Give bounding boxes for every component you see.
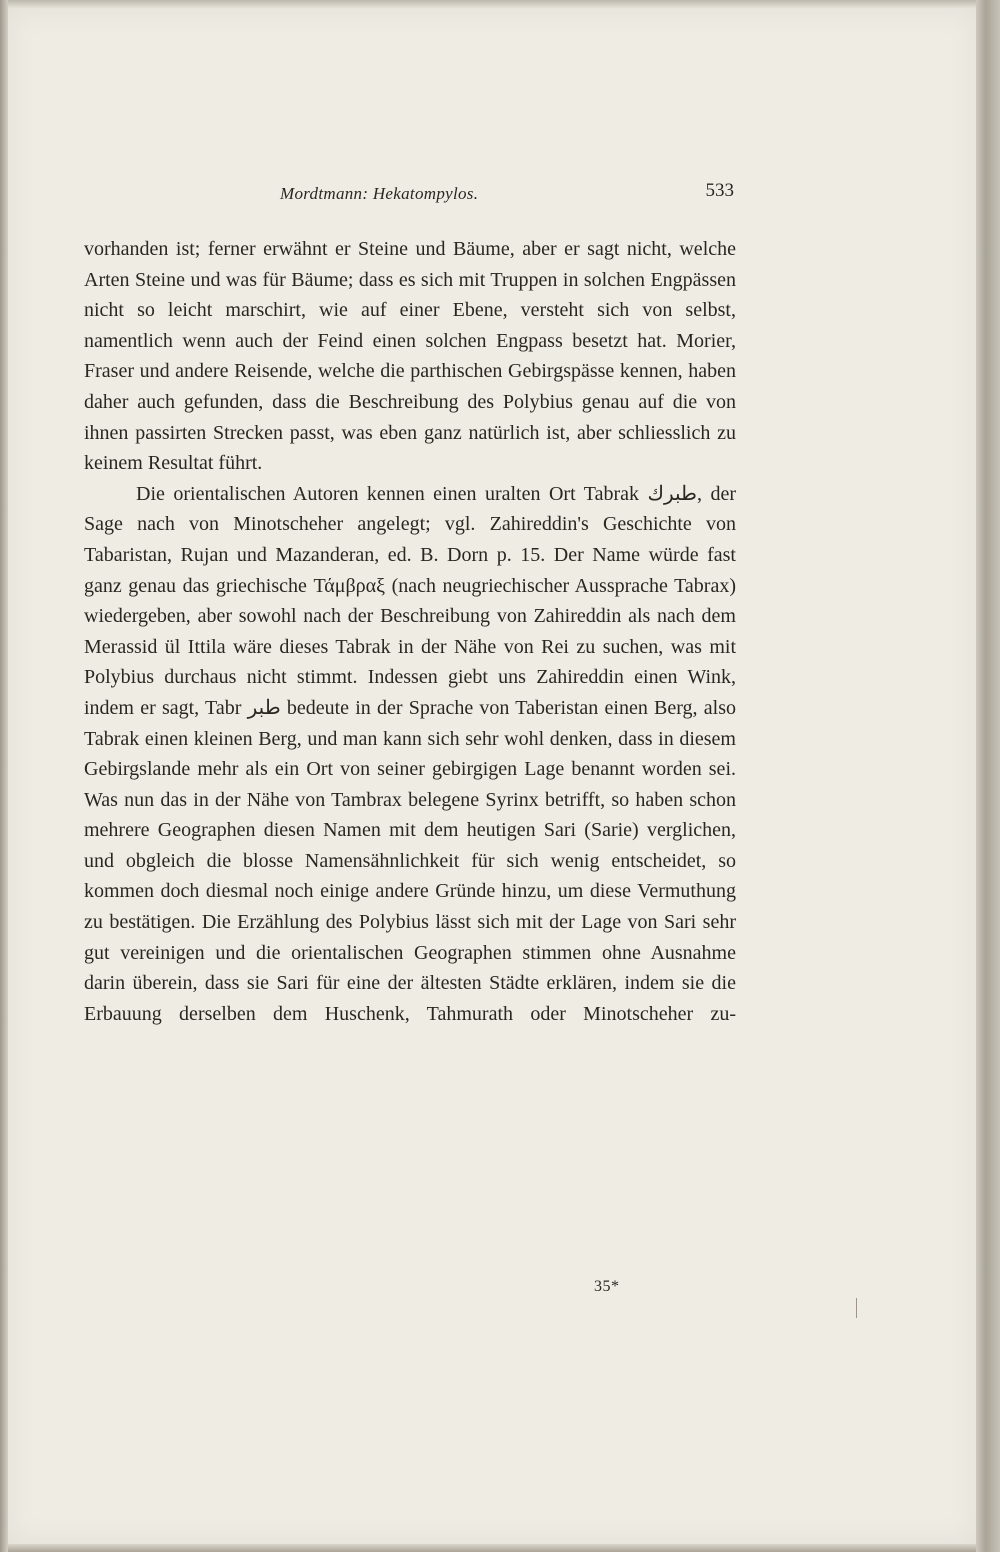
page-header — [84, 180, 736, 212]
page-number: 533 — [705, 180, 734, 201]
signature-mark: 35* — [594, 1278, 620, 1295]
margin-speck — [856, 1298, 857, 1318]
main-text — [84, 234, 736, 1029]
running-title: Mordtmann: Hekatompylos. — [280, 184, 479, 203]
paragraph-continuation: vorhanden ist; ferner erwähnt er Steine und Bäume, aber er sagt nicht, welche Arten Steine und was für Bäume; dass es sich mit Truppen in solchen Engpässen nicht so leicht marschirt, wie auf einer Ebene, versteht sich von selbst, namentlich wenn auch der Feind einen solchen Engpass besetzt hat. Morier, Fraser und andere Reisende, welche die parthischen Gebirgspässe kennen, haben daher auch gefunden, dass die Beschreibung des Polybius genau auf die von ihnen passirten Strecken passt, was eben ganz natürlich ist, aber schliesslich zu keinem Resultat führt. — [84, 238, 736, 475]
page-bottom-edge — [8, 1544, 976, 1552]
page-left-edge — [0, 0, 8, 1552]
page-top-edge — [8, 0, 976, 8]
paragraph-orientalische-autoren: Die orientalischen Autoren kennen einen uralten Ort Tabrak طبرك, der Sage nach von Minotscheher angelegt; vgl. Zahireddin's Geschichte von Tabaristan, Rujan und Mazanderan, ed. B. Dorn p. 15. Der Name würde fast ganz genau das griechische Τάμβραξ (nach neugriechischer Aussprache Tabrax) wiedergeben, aber sowohl nach der Beschreibung von Zahireddin als nach dem Merassid ül Ittila wäre dieses Tabrak in der Nähe von Rei zu suchen, was mit Polybius durchaus nicht stimmt. Indessen giebt uns Zahireddin einen Wink, indem er sagt, Tabr طبر bedeute in der Sprache von Taberistan einen Berg, also Tabrak einen kleinen Berg, und man kann sich sehr wohl denken, dass in diesem Gebirgslande mehr als ein Ort von seiner gebirgigen Lage benannt worden sei. Was nun das in der Nähe von Tambrax belegene Syrinx betrifft, so haben schon mehrere Geographen diesen Namen mit dem heutigen Sari (Sarie) verglichen, und obgleich die blosse Namensähnlichkeit für sich wenig entscheidet, so kommen doch diesmal noch einige andere Gründe hinzu, um diese Vermuthung zu bestätigen. Die Erzählung des Polybius lässt sich mit der Lage von Sari sehr gut vereinigen und die orientalischen Geographen stimmen ohne Ausnahme darin überein, dass sie Sari für eine der ältesten Städte erklären, indem sie die Erbauung derselben dem Huschenk, Tahmurath oder Minotscheher zu- — [84, 482, 736, 1025]
page-right-edge — [976, 0, 1000, 1552]
